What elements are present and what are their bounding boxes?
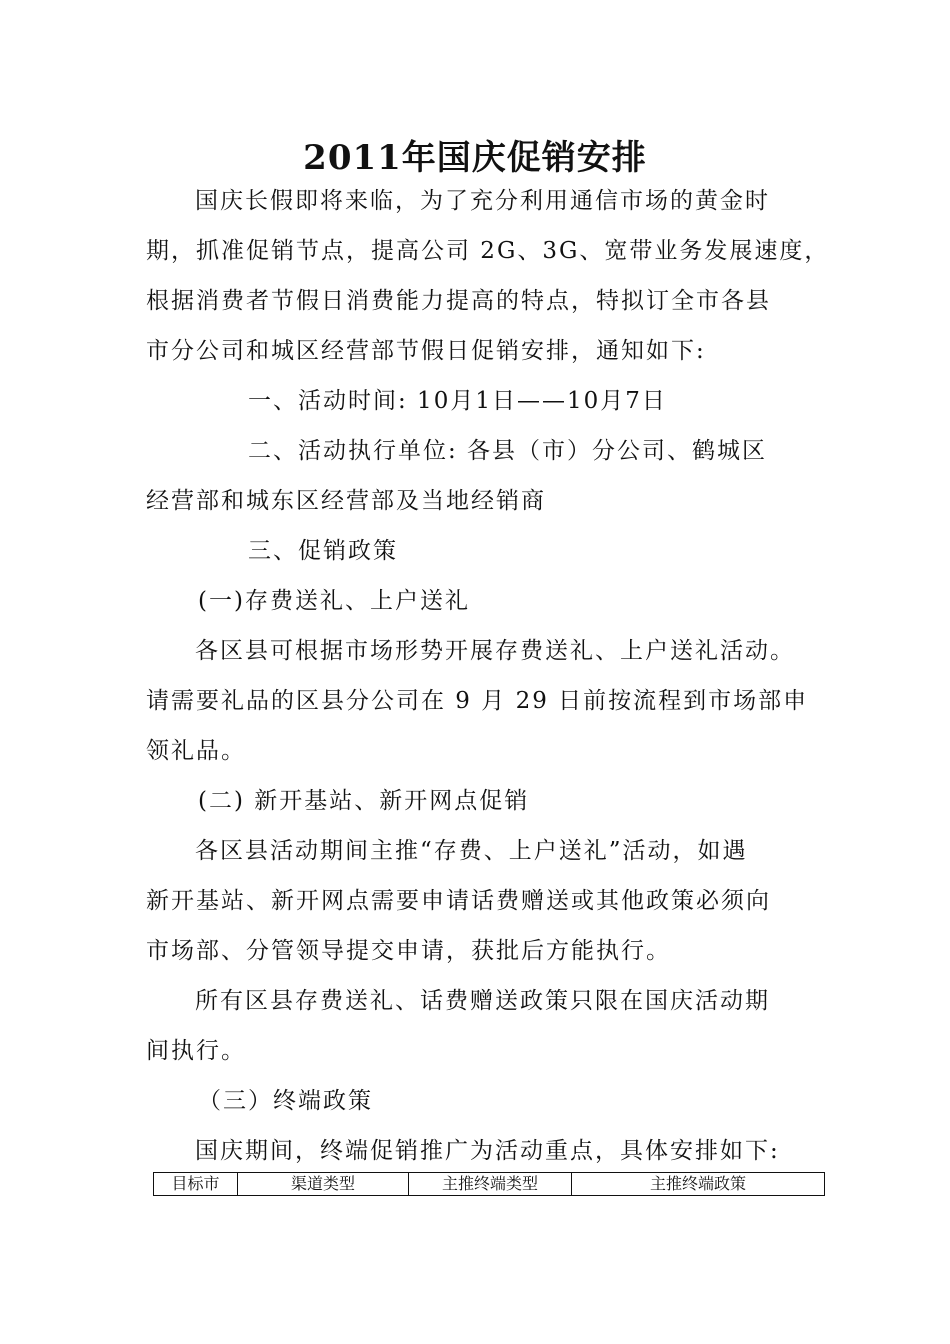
table-header-cell: 目标市 — [154, 1173, 238, 1196]
section-heading: 三、促销政策 — [248, 538, 398, 564]
paragraph-line: 市分公司和城区经营部节假日促销安排，通知如下: — [146, 338, 706, 364]
subsection-heading: (二) 新开基站、新开网点促销 — [198, 788, 530, 814]
subsection-heading: （三）终端政策 — [198, 1088, 373, 1114]
paragraph-line: 国庆期间，终端促销推广为活动重点，具体安排如下: — [195, 1138, 780, 1164]
paragraph-line: 经营部和城东区经营部及当地经销商 — [146, 488, 546, 514]
subsection-heading: (一)存费送礼、上户送礼 — [198, 588, 470, 614]
paragraph-line: 所有区县存费送礼、话费赠送政策只限在国庆活动期 — [195, 988, 770, 1014]
paragraph-line: 国庆长假即将来临，为了充分利用通信市场的黄金时 — [195, 188, 770, 214]
paragraph-line: 领礼品。 — [146, 738, 246, 764]
document-title: 2011年国庆促销安排 — [303, 138, 647, 178]
table-header-cell: 主推终端政策 — [572, 1173, 825, 1196]
paragraph-line: 各区县可根据市场形势开展存费送礼、上户送礼活动。 — [195, 638, 795, 664]
table-header-cell: 渠道类型 — [238, 1173, 409, 1196]
section-heading: 一、活动时间: 10月1日——10月7日 — [248, 388, 667, 414]
paragraph-line: 请需要礼品的区县分公司在 9 月 29 日前按流程到市场部申 — [146, 688, 809, 714]
paragraph-line: 新开基站、新开网点需要申请话费赠送或其他政策必须向 — [146, 888, 771, 914]
paragraph-line: 期，抓准促销节点，提高公司 2G、3G、宽带业务发展速度， — [146, 238, 830, 264]
paragraph-line: 各区县活动期间主推“存费、上户送礼”活动，如遇 — [195, 838, 748, 864]
table-header-row — [154, 1173, 825, 1196]
table-header-cell: 主推终端类型 — [409, 1173, 572, 1196]
paragraph-line: 间执行。 — [146, 1038, 246, 1064]
paragraph-line: 市场部、分管领导提交申请，获批后方能执行。 — [146, 938, 671, 964]
paragraph-line: 根据消费者节假日消费能力提高的特点，特拟订全市各县 — [146, 288, 771, 314]
section-heading: 二、活动执行单位: 各县（市）分公司、鹤城区 — [248, 438, 768, 464]
terminal-policy-table — [153, 1172, 825, 1196]
